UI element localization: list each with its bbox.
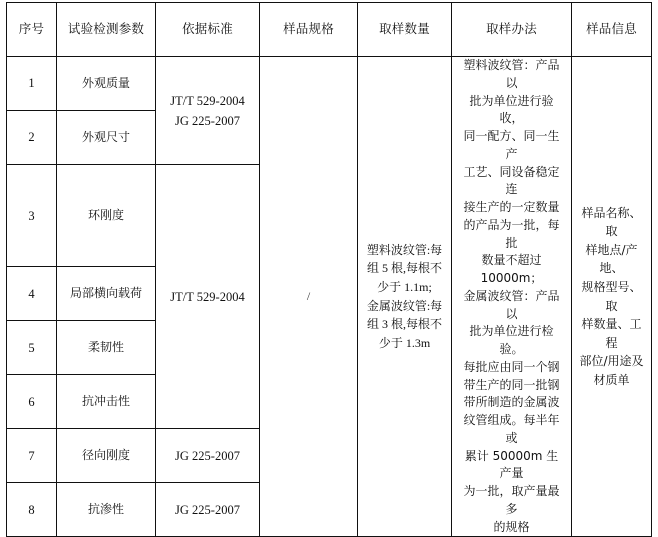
method-line: 累计 50000m 生产量 bbox=[464, 448, 559, 481]
param-cell: 抗渗性 bbox=[57, 483, 156, 537]
param-cell: 抗冲击性 bbox=[57, 375, 156, 429]
method-line: 接生产的一定数量 bbox=[463, 200, 560, 214]
header-standard: 依据标准 bbox=[156, 3, 260, 57]
seq-cell: 6 bbox=[7, 375, 57, 429]
method-line: 每批应由同一个钢 bbox=[463, 359, 560, 374]
spec-value: / bbox=[306, 288, 311, 303]
header-method: 取样办法 bbox=[452, 3, 572, 57]
method-line: 带所制造的金属波 bbox=[463, 395, 560, 410]
standard-cell bbox=[156, 57, 260, 165]
quantity-line: 组 3 根,每根不 bbox=[366, 317, 442, 332]
method-line: 纹管组成。每半年或 bbox=[463, 413, 560, 445]
info-line: 样数量、工程 bbox=[581, 317, 642, 350]
quantity-text bbox=[367, 241, 442, 353]
quantity-line: 塑料波纹管:每 bbox=[366, 242, 443, 257]
method-line: 同一配方、同一生产 bbox=[463, 129, 560, 161]
spec-cell bbox=[260, 57, 358, 537]
method-text bbox=[460, 57, 563, 536]
method-line: 工艺、同设备稳定连 bbox=[463, 164, 560, 197]
seq-cell: 2 bbox=[7, 111, 57, 165]
header-row bbox=[7, 3, 652, 57]
quantity-line: 少于 1.3m bbox=[378, 335, 431, 350]
seq-cell: 7 bbox=[7, 429, 57, 483]
standard-cell: JG 225-2007 bbox=[156, 429, 260, 483]
quantity-line: 组 5 根,每根不 bbox=[366, 261, 442, 276]
param-cell: 径向刚度 bbox=[57, 429, 156, 483]
quantity-line: 少于 1.1m; bbox=[377, 280, 432, 295]
quantity-cell bbox=[358, 57, 452, 537]
method-line: 的产品为一批，每批 bbox=[463, 217, 560, 250]
param-cell: 外观质量 bbox=[57, 57, 156, 111]
header-param: 试验检测参数 bbox=[57, 3, 156, 57]
info-cell bbox=[572, 57, 652, 537]
method-line: 10000m； bbox=[480, 271, 543, 285]
info-line: 样品名称、取 bbox=[581, 205, 642, 239]
header-quantity: 取样数量 bbox=[358, 3, 452, 57]
param-cell: 柔韧性 bbox=[57, 321, 156, 375]
info-line: 材质单 bbox=[593, 373, 630, 387]
table-row bbox=[7, 57, 652, 111]
header-seq: 序号 bbox=[7, 3, 57, 57]
header-spec: 样品规格 bbox=[260, 3, 358, 57]
method-cell bbox=[452, 57, 572, 537]
header-info: 样品信息 bbox=[572, 3, 652, 57]
info-line: 部位/用途及 bbox=[579, 354, 644, 369]
seq-cell: 5 bbox=[7, 321, 57, 375]
info-text bbox=[578, 204, 645, 390]
info-line: 样地点/产地、 bbox=[585, 242, 638, 276]
info-line: 规格型号、取 bbox=[581, 280, 642, 313]
quantity-line: 金属波纹管:每 bbox=[366, 298, 443, 313]
seq-cell: 8 bbox=[7, 483, 57, 537]
sampling-table bbox=[6, 2, 652, 537]
seq-cell: 3 bbox=[7, 165, 57, 267]
method-line: 数量不超过 bbox=[481, 253, 542, 268]
method-line: 批为单位进行验收， bbox=[469, 93, 554, 126]
standard-group1 bbox=[170, 91, 244, 131]
method-line: 带生产的同一批钢 bbox=[463, 377, 560, 392]
method-line: 的规格 bbox=[493, 519, 530, 534]
param-cell: 局部横向载荷 bbox=[57, 267, 156, 321]
method-line: 金属波纹管：产品以 bbox=[463, 288, 560, 321]
seq-cell: 1 bbox=[7, 57, 57, 111]
seq-cell: 4 bbox=[7, 267, 57, 321]
method-line: 批为单位进行检验。 bbox=[469, 324, 554, 356]
standard-cell: JT/T 529-2004 bbox=[156, 165, 260, 429]
page bbox=[0, 2, 658, 534]
method-line: 为一批，取产量最多 bbox=[463, 484, 560, 516]
standard-cell: JG 225-2007 bbox=[156, 483, 260, 537]
param-cell: 环刚度 bbox=[57, 165, 156, 267]
standard-line: JT/T 529-2004 bbox=[170, 93, 245, 108]
method-line: 塑料波纹管：产品以 bbox=[463, 58, 560, 90]
param-cell: 外观尺寸 bbox=[57, 111, 156, 165]
standard-line: JG 225-2007 bbox=[175, 113, 240, 128]
